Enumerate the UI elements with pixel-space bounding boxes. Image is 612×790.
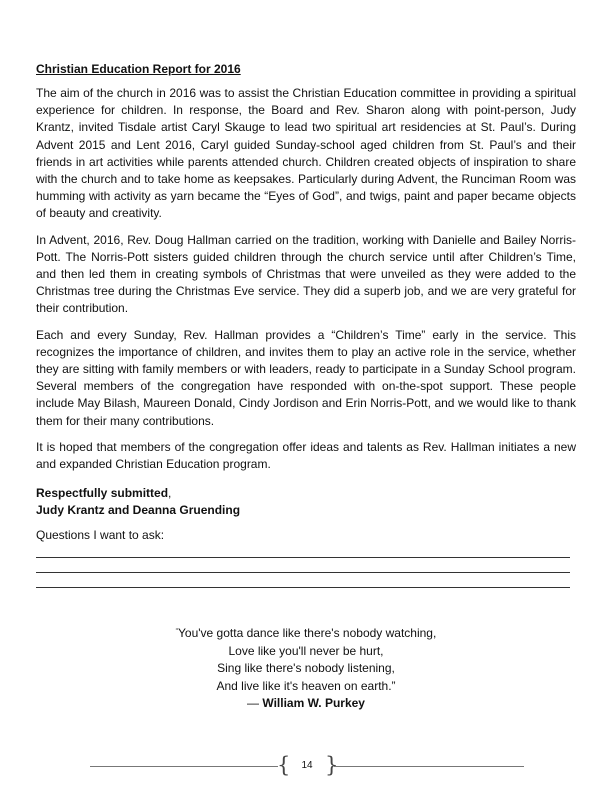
quote-open-mark: “: [175, 628, 178, 635]
report-paragraph-4: It is hoped that members of the congregation offer ideas and talents as Rev. Hallman initiates a new and expanded Christian Education program.: [36, 439, 576, 472]
quote-line-1: [0, 623, 612, 643]
answer-line: [36, 587, 570, 588]
signoff-line: [36, 485, 576, 502]
questions-label: Questions I want to ask:: [36, 528, 165, 542]
footer-brace-right: }: [325, 753, 339, 777]
report-paragraph-3: Each and every Sunday, Rev. Hallman provides a “Children’s Time” early in the service. This recognizes the importance of children, and invites them to play an active role in the service, whether they are sitting with family members or with leaders, ready to participate in a Sunday School program. Several members of the congregation have responded with on-the-spot support. These people include May Bilash, Maureen Donald, Cindy Jordison and Erin Norris-Pott, and we would like to thank them for their many contributions.: [36, 327, 576, 428]
quote-line-1-text: You've gotta dance like there's nobody watching,: [178, 626, 437, 640]
quote-line-2: Love like you'll never be hurt,: [228, 643, 384, 658]
answer-line: [36, 557, 570, 558]
signers: Judy Krantz and Deanna Gruending: [36, 503, 241, 518]
footer-rule-right: [334, 766, 524, 767]
quote-dash: —: [247, 696, 263, 710]
questions-section: [36, 528, 570, 588]
page-number: 14: [301, 760, 313, 771]
answer-line: [36, 572, 570, 573]
signature-block: [36, 485, 576, 519]
report-body: [36, 62, 576, 519]
report-title: Christian Education Report for 2016: [36, 62, 241, 76]
quote-line-4: And live like it's heaven on earth.”: [216, 678, 396, 693]
report-paragraph-1: The aim of the church in 2016 was to assist the Christian Education committee in providing a spiritual experience for children. In response, the Board and Rev. Sharon along with point-person, Judy Krantz, invited Tisdale artist Caryl Skauge to lead two spiritual art residencies at St. Paul’s. During Advent 2015 and Lent 2016, Caryl guided Sunday-school aged children from St. Paul’s and their friends in art activities while parents attended church. Children created objects of inspiration to share with the church and to take home as keepsakes. Particularly during Advent, the Runciman Room was humming with activity as yarn became the “Eyes of God”, and twigs, paint and paper became objects of beauty and creativity.: [36, 86, 576, 221]
footer-brace-left: {: [277, 753, 291, 777]
footer-rule-left: [90, 766, 278, 767]
page-footer: [0, 753, 612, 778]
quote-block: [0, 623, 612, 713]
signoff-comma: ,: [168, 486, 172, 501]
quote-author: William W. Purkey: [262, 696, 365, 710]
report-paragraph-2: In Advent, 2016, Rev. Doug Hallman carried on the tradition, working with Danielle and Bailey Norris-Pott. The Norris-Pott sisters guided children through the church service until after Children’s Time, and then led them in creating symbols of Christmas that were unveiled as they were added to the Christmas tree during the Christmas Eve service. They did a superb job, and we are very grateful for their contribution.: [36, 232, 576, 316]
quote-line-3: Sing like there's nobody listening,: [217, 661, 395, 675]
quote-attribution: [0, 695, 612, 713]
signoff-text: Respectfully submitted: [36, 486, 169, 501]
